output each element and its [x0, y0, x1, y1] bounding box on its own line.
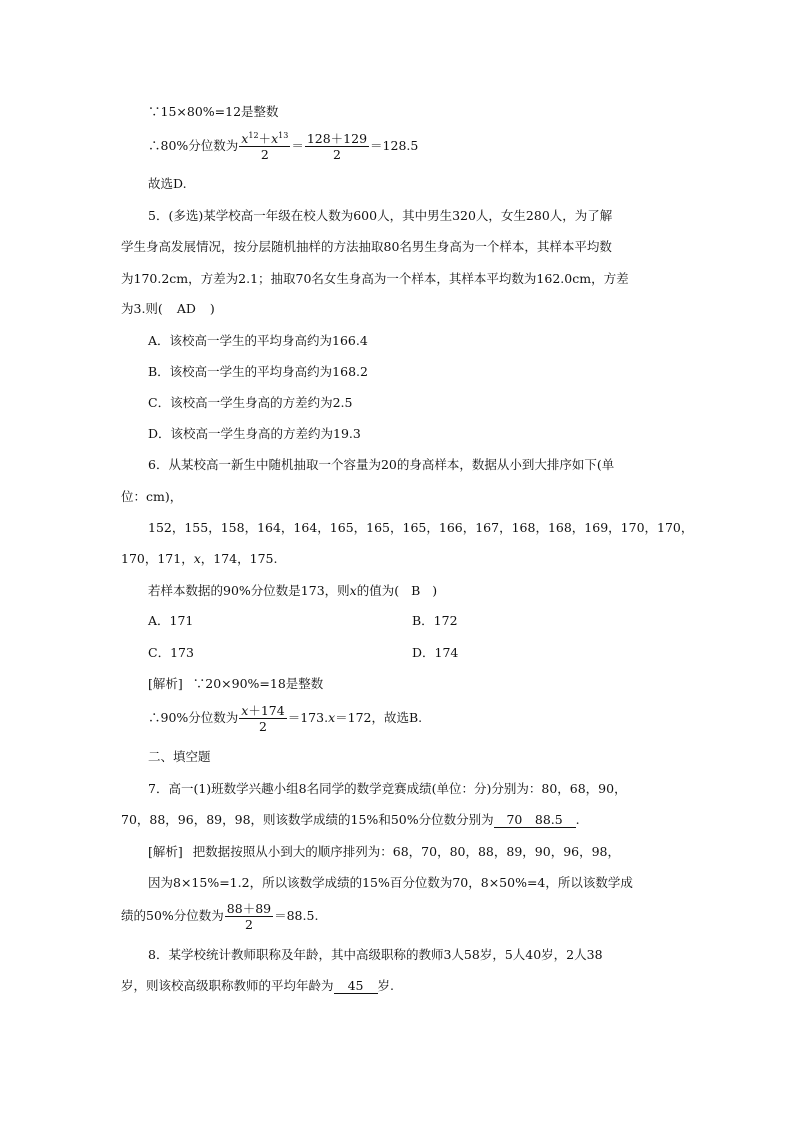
- question-5-line: 为170.2cm，方差为2.1；抽取70名女生身高为一个样本，其样本平均数为162.0cm，方差: [121, 271, 629, 286]
- analysis-line: [解析] ∵20×90%=18是整数: [148, 676, 324, 691]
- option-c: C．173: [148, 645, 194, 660]
- formula-line: ∴90%分位数为 $\frac{x+174}{2}$ ＝173.x＝172，故选B.: [148, 703, 423, 734]
- question-5-line: 5．(多选)某学校高一年级在校人数为600人，其中男生320人，女生280人，为了解: [148, 208, 613, 223]
- question-8-line: 8．某学校统计教师职称及年龄，其中高级职称的教师3人58岁，5人40岁，2人38: [148, 947, 603, 962]
- answer-blank: 45: [334, 978, 378, 994]
- question-7-line: 70，88，96，89，98，则该数学成绩的15%和50%分位数分别为 70 88.5 .: [121, 812, 580, 827]
- analysis-label: [解析]: [148, 844, 183, 859]
- question-5-line: 为3.则( AD ): [121, 301, 215, 316]
- option-b: B．172: [412, 613, 458, 628]
- question-7-line: 7．高一(1)班数学兴趣小组8名同学的数学竞赛成绩(单位：分)分别为：80，68，90，: [148, 781, 627, 796]
- question-6-line: 6．从某校高一新生中随机抽取一个容量为20的身高样本，数据从小到大排序如下(单: [148, 457, 615, 472]
- text-line: ∵15×80%=12是整数: [148, 104, 279, 119]
- analysis-line: 因为8×15%=1.2，所以该数学成绩的15%百分位数为70，8×50%=4，所以该数学成: [148, 875, 633, 890]
- option-a: A．该校高一学生的平均身高约为166.4: [148, 333, 368, 348]
- option-d: D．174: [412, 645, 459, 660]
- formula-line: 绩的50%分位数为 $\frac{88+89}{2}$ ＝88.5.: [121, 901, 319, 932]
- analysis-line: [解析] 把数据按照从小到大的顺序排列为：68，70，80，88，89，90，96，98，: [148, 844, 621, 859]
- analysis-label: [解析]: [148, 676, 183, 691]
- fraction: $\frac{88+89}{2}$: [226, 901, 272, 932]
- option-a: A．171: [148, 613, 194, 628]
- text-line: 故选D.: [148, 176, 187, 191]
- formula-line: ∴80%分位数为 $\frac{x^{12}+x^{13}}{2}$ ＝ $\frac{128+129}{2}$ ＝128.5: [148, 130, 419, 162]
- fraction: $\frac{x+174}{2}$: [241, 703, 285, 734]
- question-6-data: 170，171，x，174，175.: [121, 551, 278, 566]
- option-b: B．该校高一学生的平均身高约为168.2: [148, 364, 368, 379]
- question-6-line: 若样本数据的90%分位数是173，则x的值为( B ): [148, 583, 438, 598]
- section-heading: 二、填空题: [148, 749, 211, 764]
- fraction: $\frac{x^{12}+x^{13}}{2}$: [241, 130, 289, 162]
- option-c: C．该校高一学生身高的方差约为2.5: [148, 395, 353, 410]
- answer: AD: [176, 301, 196, 316]
- fraction: $\frac{128+129}{2}$: [306, 131, 368, 162]
- answer: B: [411, 583, 421, 598]
- question-5-line: 学生身高发展情况，按分层随机抽样的方法抽取80名男生身高为一个样本，其样本平均数: [121, 239, 612, 254]
- question-8-line: 岁，则该校高级职称教师的平均年龄为 45 岁.: [121, 978, 394, 993]
- option-d: D．该校高一学生身高的方差约为19.3: [148, 426, 361, 441]
- question-6-data: 152，155，158，164，164，165，165，165，166，167，168，168，169，170，170，: [148, 520, 694, 535]
- question-6-line: 位：cm)，: [121, 489, 183, 504]
- answer-blank: 70 88.5: [494, 812, 576, 828]
